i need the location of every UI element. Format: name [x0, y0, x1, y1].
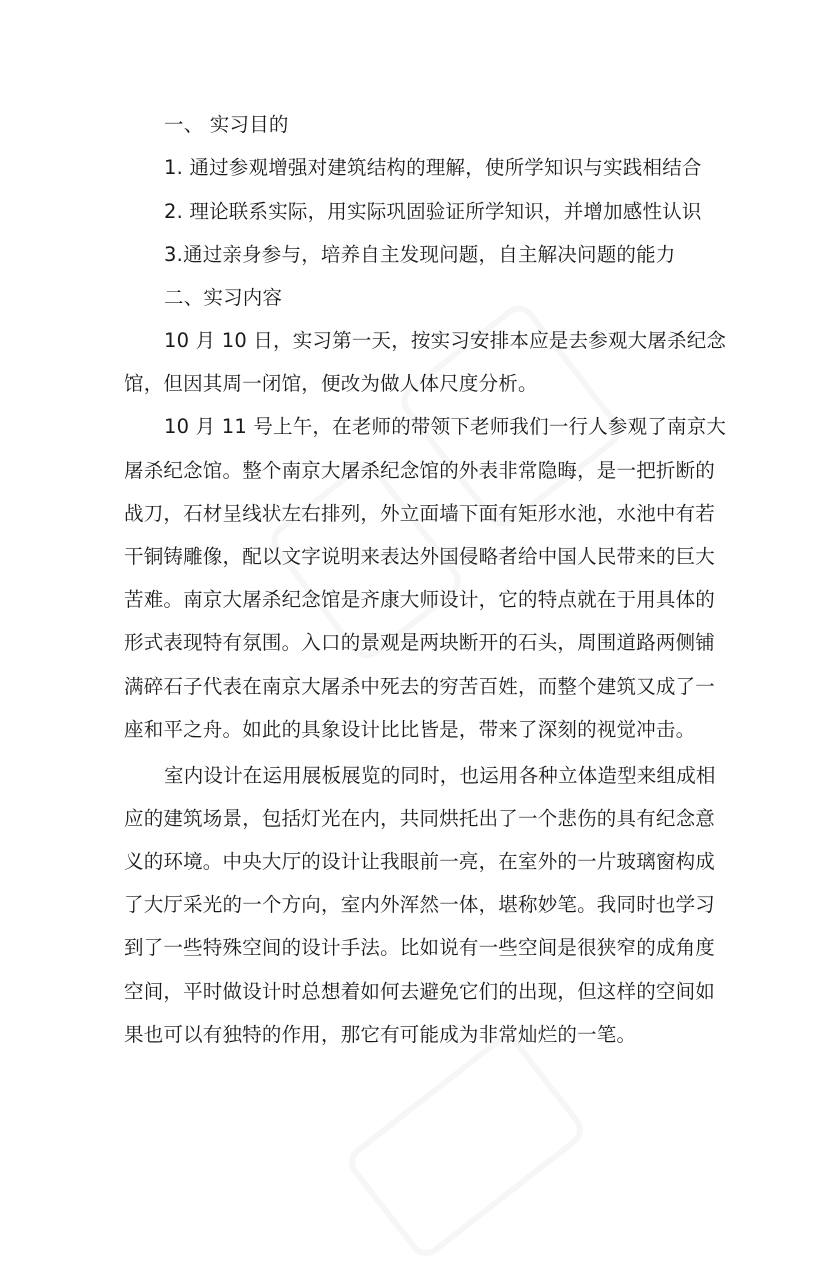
goal-item: 2. 理论联系实际，用实际巩固验证所学知识，并增加感性认识: [164, 200, 702, 223]
paragraph-line: 义的环境。中央大厅的设计让我眼前一亮，在室外的一片玻璃窗构成: [124, 850, 716, 873]
paragraph-line: 室内设计在运用展板展览的同时，也运用各种立体造型来组成相: [164, 764, 716, 787]
paragraph-line: 馆，但因其周一闭馆，便改为做人体尺度分析。: [124, 372, 538, 395]
paragraph-line: 战刀，石材呈线状左右排列，外立面墙下面有矩形水池，水池中有若: [124, 502, 716, 525]
paragraph-line: 屠杀纪念馆。整个南京大屠杀纪念馆的外表非常隐晦，是一把折断的: [124, 459, 716, 482]
goal-item: 3.通过亲身参与，培养自主发现问题，自主解决问题的能力: [164, 243, 676, 266]
paragraph-line: 10 月 11 号上午，在老师的带领下老师我们一行人参观了南京大: [164, 415, 727, 438]
section-heading-goals: 一、 实习目的: [164, 113, 289, 136]
paragraph-line: 形式表现特有氛围。入口的景观是两块断开的石头，周围道路两侧铺: [124, 631, 716, 654]
watermark: [342, 1029, 590, 1263]
paragraph-line: 果也可以有独特的作用，那它有可能成为非常灿烂的一笔。: [124, 1023, 637, 1046]
paragraph-line: 空间，平时做设计时总想着如何去避免它们的出现，但这样的空间如: [124, 980, 716, 1003]
paragraph-line: 干铜铸雕像，配以文字说明来表达外国侵略者给中国人民带来的巨大: [124, 545, 716, 568]
paragraph-line: 苦难。南京大屠杀纪念馆是齐康大师设计，它的特点就在于用具体的: [124, 588, 716, 611]
paragraph-line: 10 月 10 日，实习第一天，按实习安排本应是去参观大屠杀纪念: [164, 329, 727, 352]
paragraph-line: 满碎石子代表在南京大屠杀中死去的穷苦百姓，而整个建筑又成了一: [124, 675, 716, 698]
paragraph-line: 座和平之舟。如此的具象设计比比皆是，带来了深刻的视觉冲击。: [124, 718, 696, 741]
paragraph-line: 到了一些特殊空间的设计手法。比如说有一些空间是很狭窄的成角度: [124, 936, 716, 959]
goal-item: 1. 通过参观增强对建筑结构的理解，使所学知识与实践相结合: [164, 156, 702, 179]
paragraph-line: 了大厅采光的一个方向，室内外浑然一体，堪称妙笔。我同时也学习: [124, 893, 716, 916]
section-heading-content: 二、实习内容: [164, 286, 283, 309]
paragraph-line: 应的建筑场景，包括灯光在内，共同烘托出了一个悲伤的具有纪念意: [124, 807, 716, 830]
